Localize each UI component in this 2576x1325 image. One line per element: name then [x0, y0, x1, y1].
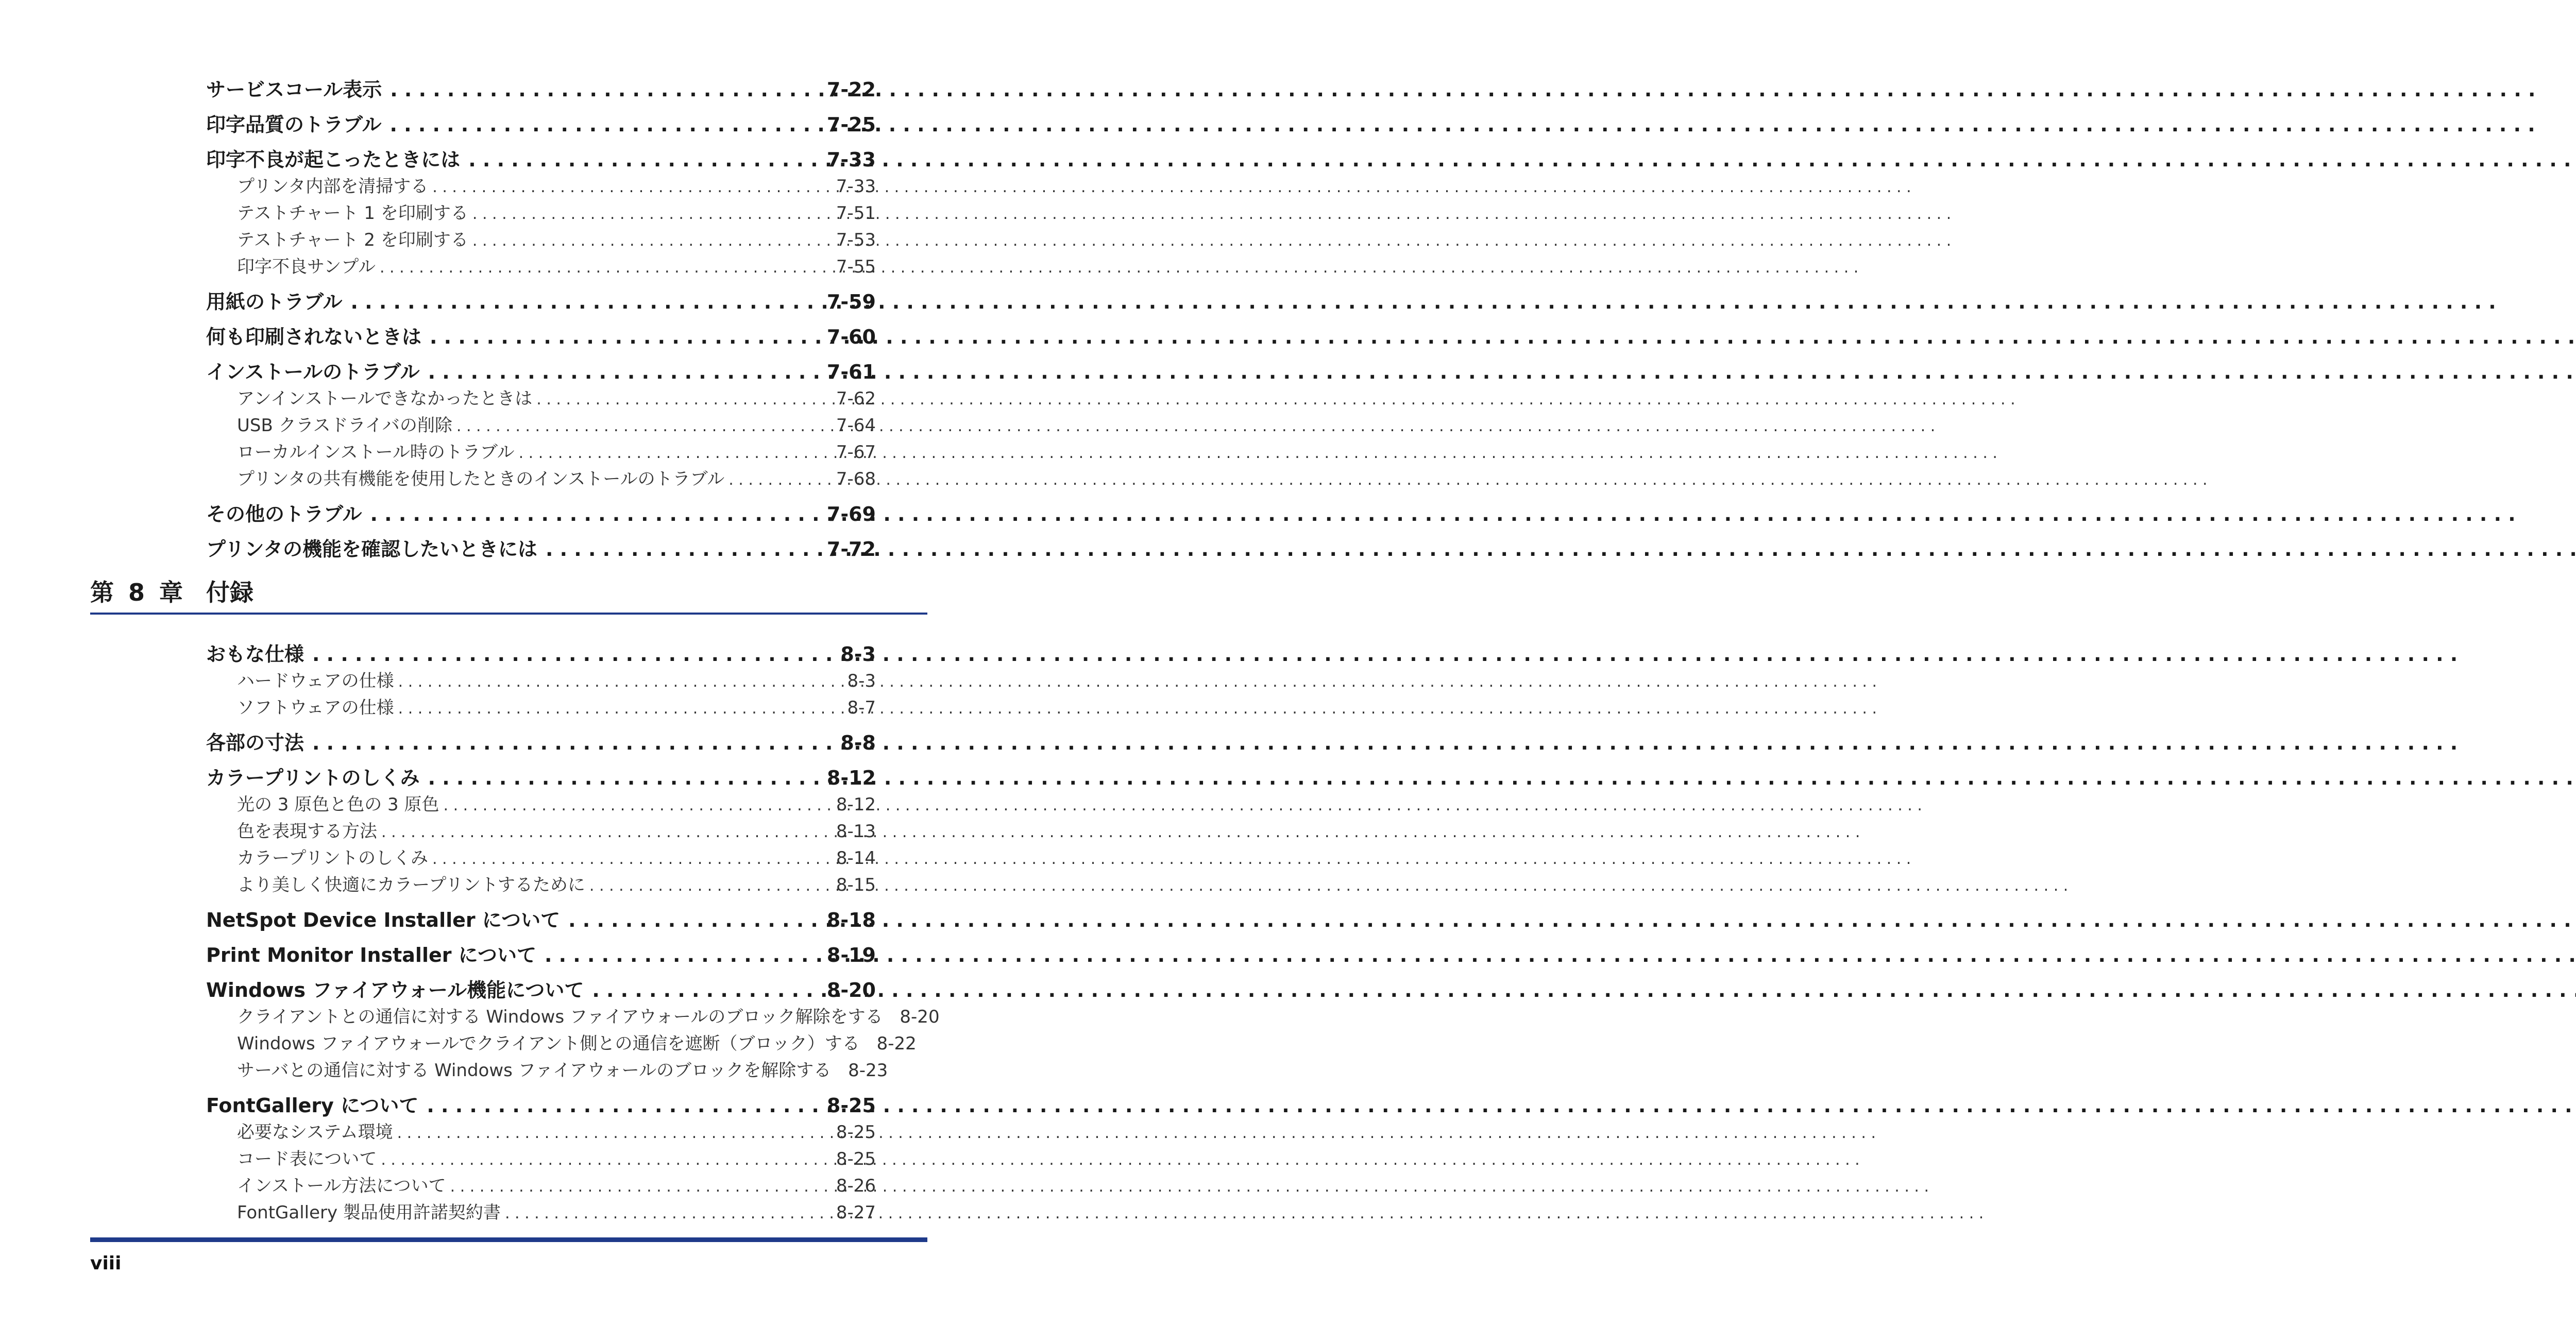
- dot-leader: [350, 288, 824, 315]
- toc-entry-page: 8-3: [840, 643, 876, 666]
- toc-subentry[interactable]: [206, 173, 876, 200]
- toc-entry-page: 8-25: [836, 1122, 876, 1143]
- toc-subentry[interactable]: [206, 1173, 876, 1199]
- toc-subentry[interactable]: [206, 1119, 876, 1146]
- toc-entry-page: 8-26: [836, 1176, 876, 1196]
- toc-subentry[interactable]: [206, 872, 876, 898]
- toc-entry-page: 7-67: [836, 442, 876, 463]
- toc-subentry[interactable]: [206, 385, 876, 412]
- toc-subentry[interactable]: [206, 694, 876, 721]
- toc-subentry[interactable]: [206, 1004, 940, 1030]
- toc-subentry[interactable]: [206, 200, 876, 227]
- toc-entry-title: サーバとの通信に対する Windows ファイアウォールのブロックを解除する: [237, 1060, 832, 1081]
- toc-entry-page: 7-55: [836, 257, 876, 277]
- toc-entry-page: 7-72: [826, 538, 876, 560]
- toc-entry-page: 7-51: [836, 203, 876, 224]
- toc-entry-title: Print Monitor Installer について: [206, 944, 536, 966]
- toc-entry-page: 7-68: [836, 469, 876, 489]
- dot-leader: [370, 501, 824, 528]
- toc-entry[interactable]: [206, 324, 876, 350]
- toc-entry-title: その他のトラブル: [206, 503, 362, 525]
- toc-entry-title: 光の 3 原色と色の 3 原色: [237, 794, 439, 815]
- dot-leader: [381, 1147, 823, 1174]
- toc-entry[interactable]: [206, 641, 876, 668]
- toc-subentry[interactable]: [206, 253, 876, 280]
- toc-entry[interactable]: [206, 536, 876, 563]
- toc-section-chapter7: [206, 68, 876, 563]
- toc-entry-title: NetSpot Device Installer について: [206, 909, 561, 931]
- footer-divider: [90, 1237, 927, 1242]
- toc-entry[interactable]: [206, 111, 876, 138]
- dot-leader: [468, 146, 825, 173]
- toc-entry-title: より美しく快適にカラープリントするために: [237, 875, 585, 895]
- toc-entry-page: 8-7: [847, 698, 876, 718]
- toc-entry[interactable]: [206, 765, 876, 791]
- toc-entry-page: 8-12: [836, 794, 876, 815]
- toc-entry-page: 8-20: [826, 979, 876, 1001]
- toc-subentry[interactable]: [206, 1057, 888, 1084]
- toc-section-chapter8: [206, 633, 940, 1226]
- dot-leader: [568, 907, 825, 933]
- toc-entry-page: 8-15: [836, 875, 876, 895]
- toc-entry-title: 印字不良が起こったときには: [206, 148, 461, 171]
- toc-entry-title: 印字不良サンプル: [237, 257, 376, 277]
- toc-entry-page: 8-20: [900, 1007, 940, 1027]
- toc-subentry[interactable]: [206, 227, 876, 253]
- toc-entry-title: おもな仕様: [206, 643, 304, 666]
- dot-leader: [380, 254, 823, 281]
- toc-subentry[interactable]: [206, 845, 876, 872]
- toc-entry-page: 8-12: [826, 767, 876, 789]
- toc-entry-page: 8-8: [840, 732, 876, 754]
- toc-entry[interactable]: [206, 501, 876, 528]
- chapter-number: 第 8 章: [90, 579, 187, 606]
- chapter-divider: [90, 613, 927, 615]
- toc-entry-title: アンインストールできなかったときは: [237, 388, 533, 409]
- toc-entry-title: 何も印刷されないときは: [206, 326, 422, 348]
- toc-entry-title: サービスコール表示: [206, 78, 382, 101]
- dot-leader: [472, 201, 823, 228]
- toc-entry-page: 8-27: [836, 1202, 876, 1223]
- toc-subentry[interactable]: [206, 791, 876, 818]
- dot-leader: [592, 977, 825, 1004]
- toc-entry-title: インストール方法について: [237, 1176, 446, 1196]
- toc-entry-page: 8-14: [836, 848, 876, 869]
- toc-entry-title: Windows ファイアウォールでクライアント側との通信を遮断（ブロック）する: [237, 1033, 860, 1054]
- toc-entry-title: USB クラスドライバの削除: [237, 415, 452, 436]
- chapter-title: 付録: [206, 579, 253, 606]
- toc-entry-page: 8-3: [847, 671, 876, 691]
- dot-leader: [450, 1174, 823, 1200]
- toc-entry-page: 8-18: [826, 909, 876, 931]
- dot-leader: [505, 1200, 823, 1227]
- toc-entry-title: コード表について: [237, 1149, 377, 1169]
- toc-entry-page: 7-69: [826, 503, 876, 525]
- toc-subentry[interactable]: [206, 1030, 917, 1057]
- toc-entry[interactable]: [206, 76, 876, 103]
- toc-entry-title: ソフトウェアの仕様: [237, 698, 394, 718]
- page-number: viii: [90, 1253, 122, 1274]
- toc-subentry[interactable]: [206, 412, 876, 439]
- toc-entry-title: 色を表現する方法: [237, 821, 377, 842]
- toc-entry-page: 8-25: [836, 1149, 876, 1169]
- toc-entry-title: プリンタの共有機能を使用したときのインストールのトラブル: [237, 469, 725, 489]
- toc-entry-title: クライアントとの通信に対する Windows ファイアウォールのブロック解除をする: [237, 1007, 883, 1027]
- dot-leader: [381, 819, 823, 846]
- toc-entry-page: 7-60: [826, 326, 876, 348]
- toc-entry-title: ローカルインストール時のトラブル: [237, 442, 515, 463]
- dot-leader: [545, 942, 825, 969]
- dot-leader: [398, 695, 823, 722]
- toc-entry-page: 7-25: [826, 113, 876, 136]
- dot-leader: [444, 792, 824, 819]
- toc-subentry[interactable]: [206, 818, 876, 845]
- dot-leader: [589, 873, 823, 899]
- dot-leader: [428, 359, 825, 385]
- toc-entry[interactable]: [206, 359, 876, 385]
- dot-leader: [456, 413, 823, 440]
- toc-entry-page: 7-62: [836, 388, 876, 409]
- toc-entry[interactable]: [206, 146, 876, 173]
- toc-entry-page: 8-13: [836, 821, 876, 842]
- dot-leader: [536, 386, 823, 413]
- dot-leader: [728, 467, 823, 494]
- toc-entry-page: 8-25: [826, 1094, 876, 1117]
- dot-leader: [398, 669, 823, 695]
- toc-entry-title: FontGallery 製品使用許諾契約書: [237, 1202, 501, 1223]
- dot-leader: [312, 641, 838, 668]
- toc-subentry[interactable]: [206, 1199, 876, 1226]
- toc-entry[interactable]: [206, 977, 876, 1004]
- dot-leader: [427, 1092, 825, 1119]
- toc-entry[interactable]: [206, 729, 876, 756]
- toc-entry-title: 各部の寸法: [206, 732, 304, 754]
- toc-entry-title: ハードウェアの仕様: [237, 671, 394, 691]
- toc-entry[interactable]: [206, 288, 876, 315]
- chapter-heading: [90, 574, 927, 615]
- dot-leader: [430, 324, 825, 350]
- toc-entry-title: テストチャート 1 を印刷する: [237, 203, 468, 224]
- toc-entry-page: 7-53: [836, 230, 876, 250]
- toc-entry-page: 8-22: [876, 1033, 917, 1054]
- dot-leader: [390, 76, 825, 103]
- toc-entry-page: 7-33: [836, 176, 876, 197]
- dot-leader: [472, 228, 823, 254]
- toc-entry-page: 7-22: [826, 78, 876, 101]
- dot-leader: [432, 846, 823, 873]
- dot-leader: [428, 765, 825, 791]
- toc-entry-title: テストチャート 2 を印刷する: [237, 230, 468, 250]
- toc-entry-title: プリンタの機能を確認したいときには: [206, 538, 537, 560]
- toc-entry-title: インストールのトラブル: [206, 361, 420, 383]
- toc-entry-title: 必要なシステム環境: [237, 1122, 393, 1143]
- toc-entry-page: 7-59: [826, 291, 876, 313]
- toc-subentry[interactable]: [206, 668, 876, 694]
- toc-entry-page: 7-61: [826, 361, 876, 383]
- dot-leader: [397, 1120, 823, 1147]
- dot-leader: [519, 440, 823, 467]
- toc-entry[interactable]: [206, 907, 876, 933]
- toc-entry-title: FontGallery について: [206, 1094, 419, 1117]
- toc-entry-page: 7-64: [836, 415, 876, 436]
- toc-entry-title: プリンタ内部を清掃する: [237, 176, 429, 197]
- toc-entry-title: Windows ファイアウォール機能について: [206, 979, 584, 1001]
- toc-entry-title: 用紙のトラブル: [206, 291, 343, 313]
- toc-entry-title: カラープリントのしくみ: [237, 848, 428, 869]
- toc-entry[interactable]: [206, 1092, 876, 1119]
- dot-leader: [432, 174, 823, 201]
- toc-subentry[interactable]: [206, 466, 876, 492]
- toc-entry-title: カラープリントのしくみ: [206, 767, 420, 789]
- toc-entry-page: 8-23: [848, 1060, 888, 1081]
- dot-leader: [546, 536, 825, 563]
- toc-entry-page: 7-33: [826, 148, 876, 171]
- toc-subentry[interactable]: [206, 439, 876, 466]
- dot-leader: [389, 111, 824, 138]
- dot-leader: [312, 729, 838, 756]
- toc-subentry[interactable]: [206, 1146, 876, 1173]
- toc-entry-page: 8-19: [826, 944, 876, 966]
- toc-entry[interactable]: [206, 942, 876, 969]
- toc-entry-title: 印字品質のトラブル: [206, 113, 382, 136]
